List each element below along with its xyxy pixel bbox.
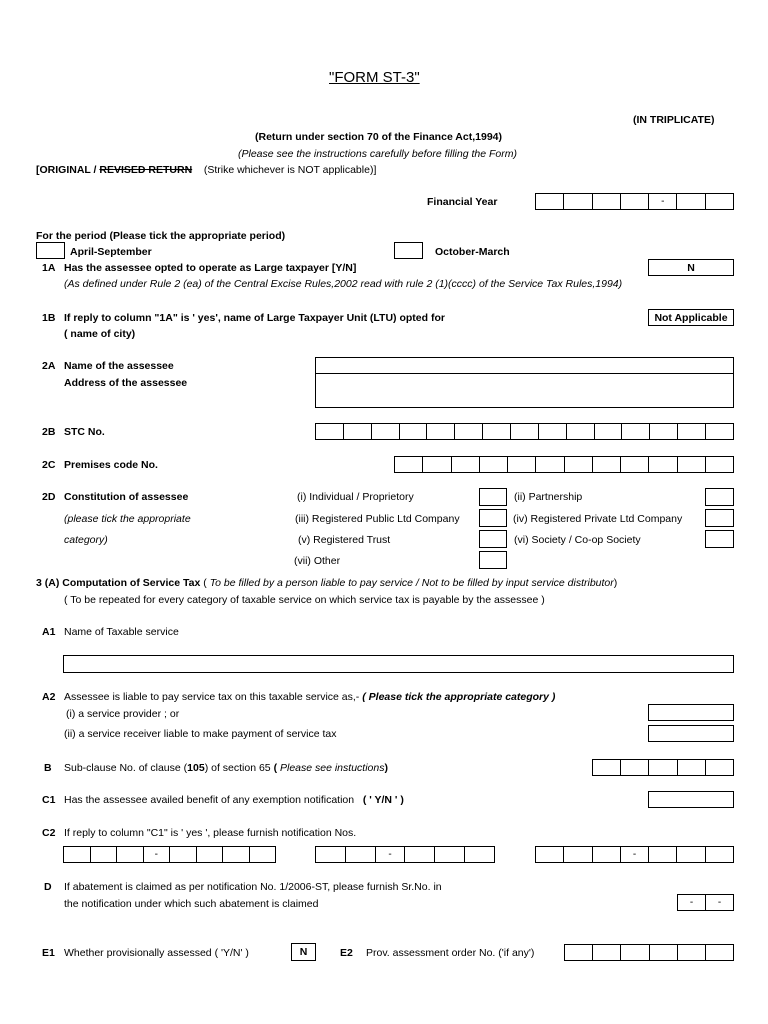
option-private-ltd-checkbox[interactable]	[705, 509, 734, 527]
b-number: B	[44, 762, 52, 774]
d-number: D	[44, 881, 52, 893]
notification-cells-2[interactable]	[315, 846, 495, 863]
service-receiver-label: (ii) a service receiver liable to make payment of service tax	[64, 728, 337, 740]
stc-label: STC No.	[64, 426, 105, 438]
a2-label-text: Assessee is liable to pay service tax on this taxable service as,-	[64, 691, 363, 703]
abatement-separator-1: -	[678, 895, 706, 910]
sub-clause-text-a: Sub-clause No. of clause (	[64, 762, 188, 774]
q1b-label-city: ( name of city)	[64, 328, 136, 340]
option-partnership-checkbox[interactable]	[705, 488, 734, 506]
c1-number: C1	[42, 794, 56, 806]
q1b-number: 1B	[42, 312, 56, 324]
option-individual-checkbox[interactable]	[479, 488, 507, 506]
option-society-checkbox[interactable]	[705, 530, 734, 548]
option-individual-label: (i) Individual / Proprietory	[297, 491, 414, 503]
service-provider-label: (i) a service provider ; or	[66, 708, 180, 720]
q1a-label: Has the assessee opted to operate as Large taxpayer [Y/N]	[64, 262, 357, 274]
notification-cells-1[interactable]	[63, 846, 276, 863]
option-other-checkbox[interactable]	[479, 551, 507, 569]
abatement-label-2: the notification under which such abatement is claimed	[64, 898, 319, 910]
abatement-label: If abatement is claimed as per notification No. 1/2006-ST, please furnish Sr.No. in	[64, 881, 442, 893]
section-3a-paren-open: (	[200, 577, 210, 589]
constitution-note-1: (please tick the appropriate	[64, 513, 191, 525]
return-under-section: (Return under section 70 of the Finance Act,1994)	[255, 131, 502, 143]
large-taxpayer-field[interactable]: N	[648, 259, 734, 276]
section-3a-heading	[36, 577, 617, 589]
e2-number: E2	[340, 947, 353, 959]
assessment-order-cells[interactable]	[564, 944, 734, 961]
taxable-service-label: Name of Taxable service	[64, 626, 179, 638]
revised-return-struck: REVISED RETURN	[99, 164, 193, 176]
financial-year-cells[interactable]	[535, 193, 734, 210]
assessee-address-label: Address of the assessee	[64, 377, 188, 389]
e1-number: E1	[42, 947, 55, 959]
option-partnership-label: (ii) Partnership	[514, 491, 583, 503]
option-society-label: (vi) Society / Co-op Society	[514, 534, 641, 546]
service-receiver-checkbox[interactable]	[648, 725, 734, 742]
premises-code-label: Premises code No.	[64, 459, 158, 471]
april-september-label: April-September	[70, 246, 152, 258]
section-3a-paren-close: )	[613, 577, 618, 589]
sub-clause-cells[interactable]	[592, 759, 734, 776]
sub-clause-paren-open: (	[273, 762, 280, 774]
sub-clause-label	[64, 762, 388, 774]
q1b-label: If reply to column "1A" is ' yes', name of Large Taxpayer Unit (LTU) opted for	[64, 312, 445, 324]
sub-clause-italic: Please see instuctions	[279, 762, 385, 774]
october-march-label: October-March	[435, 246, 510, 258]
exemption-field[interactable]	[648, 791, 734, 808]
ltu-city-field[interactable]: Not Applicable	[648, 309, 734, 326]
q2c-number: 2C	[42, 459, 56, 471]
assessee-name-input[interactable]	[315, 357, 734, 374]
a1-number: A1	[42, 626, 56, 638]
notification-cells-3[interactable]	[535, 846, 734, 863]
section-3a-note: To be filled by a person liable to pay service / Not to be filled by input service distributor	[209, 577, 614, 589]
financial-year-separator: -	[649, 194, 677, 209]
exemption-yn: ( ' Y/N ' )	[362, 794, 404, 806]
exemption-label	[64, 794, 404, 806]
original-revised-line	[36, 164, 376, 176]
a2-number: A2	[42, 691, 56, 703]
premises-code-cells[interactable]	[394, 456, 734, 473]
strike-note: (Strike whichever is NOT applicable)]	[203, 164, 377, 176]
october-march-checkbox[interactable]	[394, 242, 423, 259]
stc-number-cells[interactable]	[315, 423, 734, 440]
a2-italic-note: ( Please tick the appropriate category )	[362, 691, 556, 703]
provisional-field[interactable]: N	[291, 943, 316, 961]
service-provider-checkbox[interactable]	[648, 704, 734, 721]
a2-label	[64, 691, 555, 703]
c2-number: C2	[42, 827, 56, 839]
abatement-cells[interactable]	[677, 894, 734, 911]
form-title: "FORM ST-3"	[329, 69, 420, 86]
sub-clause-paren-close: )	[384, 762, 388, 774]
q2a-number: 2A	[42, 360, 56, 372]
q2d-number: 2D	[42, 491, 56, 503]
april-september-checkbox[interactable]	[36, 242, 65, 259]
option-public-ltd-label: (iii) Registered Public Ltd Company	[295, 513, 460, 525]
option-public-ltd-checkbox[interactable]	[479, 509, 507, 527]
section-3a-repeat-note: ( To be repeated for every category of taxable service on which service tax is payable by the assessee )	[64, 594, 545, 606]
q1a-note: (As defined under Rule 2 (ea) of the Central Excise Rules,2002 read with rule 2 (1)(cccc) of the Service Tax Rules,1994)	[64, 278, 623, 290]
sub-clause-number: 105	[187, 762, 205, 774]
assessment-order-label: Prov. assessment order No. ('if any')	[366, 947, 535, 959]
exemption-label-text: Has the assessee availed benefit of any exemption notification	[64, 794, 355, 806]
option-private-ltd-label: (iv) Registered Private Ltd Company	[513, 513, 683, 525]
assessee-address-input[interactable]	[315, 374, 734, 408]
triplicate-note: (IN TRIPLICATE)	[633, 114, 715, 126]
constitution-note-2: category)	[64, 534, 108, 546]
notification-separator-1: -	[144, 847, 171, 862]
provisional-label: Whether provisionally assessed ( 'Y/N' )	[64, 947, 249, 959]
q1a-number: 1A	[42, 262, 56, 274]
notification-separator-2: -	[376, 847, 406, 862]
period-label: For the period (Please tick the appropriate period)	[36, 230, 286, 242]
notification-label: If reply to column "C1" is ' yes ', please furnish notification Nos.	[64, 827, 357, 839]
instructions-note: (Please see the instructions carefully before filling the Form)	[238, 148, 517, 160]
abatement-separator-2: -	[717, 897, 722, 908]
section-3a-title: 3 (A) Computation of Service Tax	[36, 577, 201, 589]
original-label: [ORIGINAL /	[36, 164, 100, 176]
option-other-label: (vii) Other	[294, 555, 341, 567]
option-trust-label: (v) Registered Trust	[298, 534, 391, 546]
option-trust-checkbox[interactable]	[479, 530, 507, 548]
financial-year-label: Financial Year	[427, 196, 498, 208]
sub-clause-text-b: ) of section 65	[204, 762, 274, 774]
assessee-name-label: Name of the assessee	[64, 360, 174, 372]
notification-separator-3: -	[621, 847, 649, 862]
taxable-service-input[interactable]	[63, 655, 734, 673]
q2b-number: 2B	[42, 426, 56, 438]
constitution-label: Constitution of assessee	[64, 491, 189, 503]
